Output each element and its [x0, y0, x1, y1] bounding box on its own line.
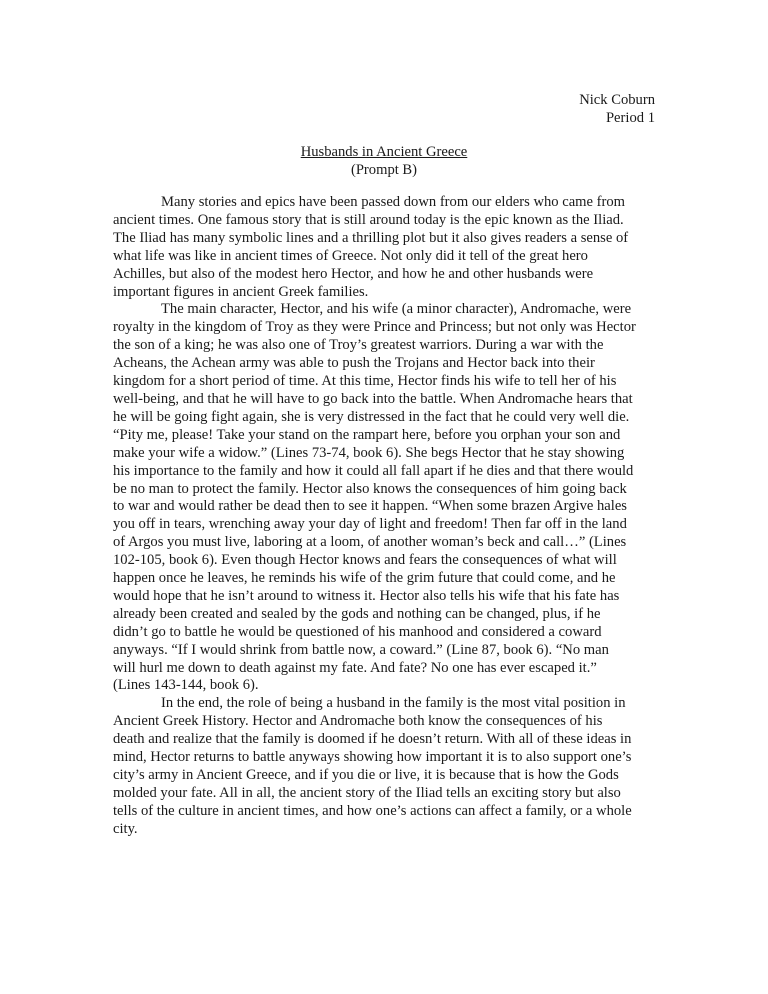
text-line: what life was like in ancient times of Greece. Not only did it tell of the great hero: [113, 247, 588, 264]
author-header: [579, 91, 655, 127]
author-name: Nick Coburn: [579, 92, 655, 108]
paragraph: [113, 695, 657, 838]
text-line: he will be going fight again, she is very distressed in the fact that he could very well die.: [113, 408, 630, 425]
title-block: [0, 143, 768, 179]
text-line: Many stories and epics have been passed down from our elders who came from: [161, 194, 626, 210]
text-line: already been created and sealed by the gods and nothing can be changed, plus, if he: [113, 605, 601, 622]
text-line: molded your fate. All in all, the ancient story of the Iliad tells an exciting story but also: [113, 784, 621, 801]
text-line: happen once he leaves, he reminds his wife of the grim future that could come, and he: [113, 570, 616, 587]
text-line: Achilles, but also of the modest hero Hector, and how he and other husbands were: [113, 265, 594, 282]
text-line: The Iliad has many symbolic lines and a thrilling plot but it also gives readers a sense of: [113, 229, 629, 246]
paragraph: [113, 194, 657, 301]
text-line: well-being, and that he will have to go back into the battle. When Andromache hears that: [113, 390, 633, 407]
text-line: to war and would rather be dead then to see it happen. “When some brazen Argive hales: [113, 498, 627, 515]
text-line: anyways. “If I would shrink from battle now, a coward.” (Line 87, book 6). “No man: [113, 641, 609, 658]
text-line: The main character, Hector, and his wife (a minor character), Andromache, were: [161, 301, 632, 318]
text-line: death and realize that the family is doomed if he doesn’t return. With all of these ideas in: [113, 731, 632, 748]
paragraph: [113, 301, 657, 695]
text-line: Acheans, the Achean army was able to push the Trojans and Hector back into their: [113, 355, 595, 372]
text-line: important figures in ancient Greek families.: [113, 283, 369, 300]
essay-body: [113, 194, 657, 839]
text-line: tells of the culture in ancient times, and how one’s actions can affect a family, or a whole: [113, 802, 632, 819]
text-line: didn’t go to battle he would be questioned of his manhood and considered a coward: [113, 623, 602, 640]
class-period: Period 1: [605, 110, 655, 126]
text-line: ancient times. One famous story that is still around today is the epic known as the Iliad.: [113, 211, 624, 228]
text-line: Ancient Greek History. Hector and Andromache both know the consequences of his: [113, 713, 603, 730]
text-line: the son of a king; he was also one of Troy’s greatest warriors. During a war with the: [113, 337, 604, 354]
text-line: be no man to protect the family. Hector also knows the consequences of him going back: [113, 480, 627, 497]
text-line: (Lines 143-144, book 6).: [113, 677, 259, 694]
text-line: In the end, the role of being a husband in the family is the most vital position in: [161, 695, 626, 712]
text-line: 102-105, book 6). Even though Hector knows and fears the consequences of what will: [113, 552, 617, 569]
essay-title: Husbands in Ancient Greece: [300, 144, 468, 160]
text-line: will hurl me down to death against my fate. And fate? No one has ever escaped it.”: [113, 659, 597, 676]
text-line: of Argos you must live, laboring at a loom, of another woman’s beck and call…” (Lines: [113, 534, 627, 551]
text-line: kingdom for a short period of time. At this time, Hector finds his wife to tell her of his: [113, 373, 617, 390]
text-line: city.: [113, 820, 138, 837]
text-line: mind, Hector returns to battle anyways showing how important it is to also support one’s: [113, 749, 632, 766]
essay-subtitle: (Prompt B): [350, 162, 418, 178]
text-line: his importance to the family and how it could all fall apart if he dies and that there would: [113, 462, 634, 479]
text-line: you off in tears, wrenching away your day of light and freedom! Then far off in the land: [113, 516, 627, 533]
text-line: would hope that he isn’t around to witness it. Hector also tells his wife that his fate has: [113, 587, 620, 604]
text-line: city’s army in Ancient Greece, and if you die or live, it is because that is how the Gods: [113, 767, 619, 783]
text-line: royalty in the kingdom of Troy as they were Prince and Princess; but not only was Hector: [113, 319, 636, 336]
text-line: make your wife a widow.” (Lines 73-74, book 6). She begs Hector that he stay showing: [113, 444, 625, 461]
text-line: “Pity me, please! Take your stand on the rampart here, before you orphan your son and: [113, 426, 621, 443]
